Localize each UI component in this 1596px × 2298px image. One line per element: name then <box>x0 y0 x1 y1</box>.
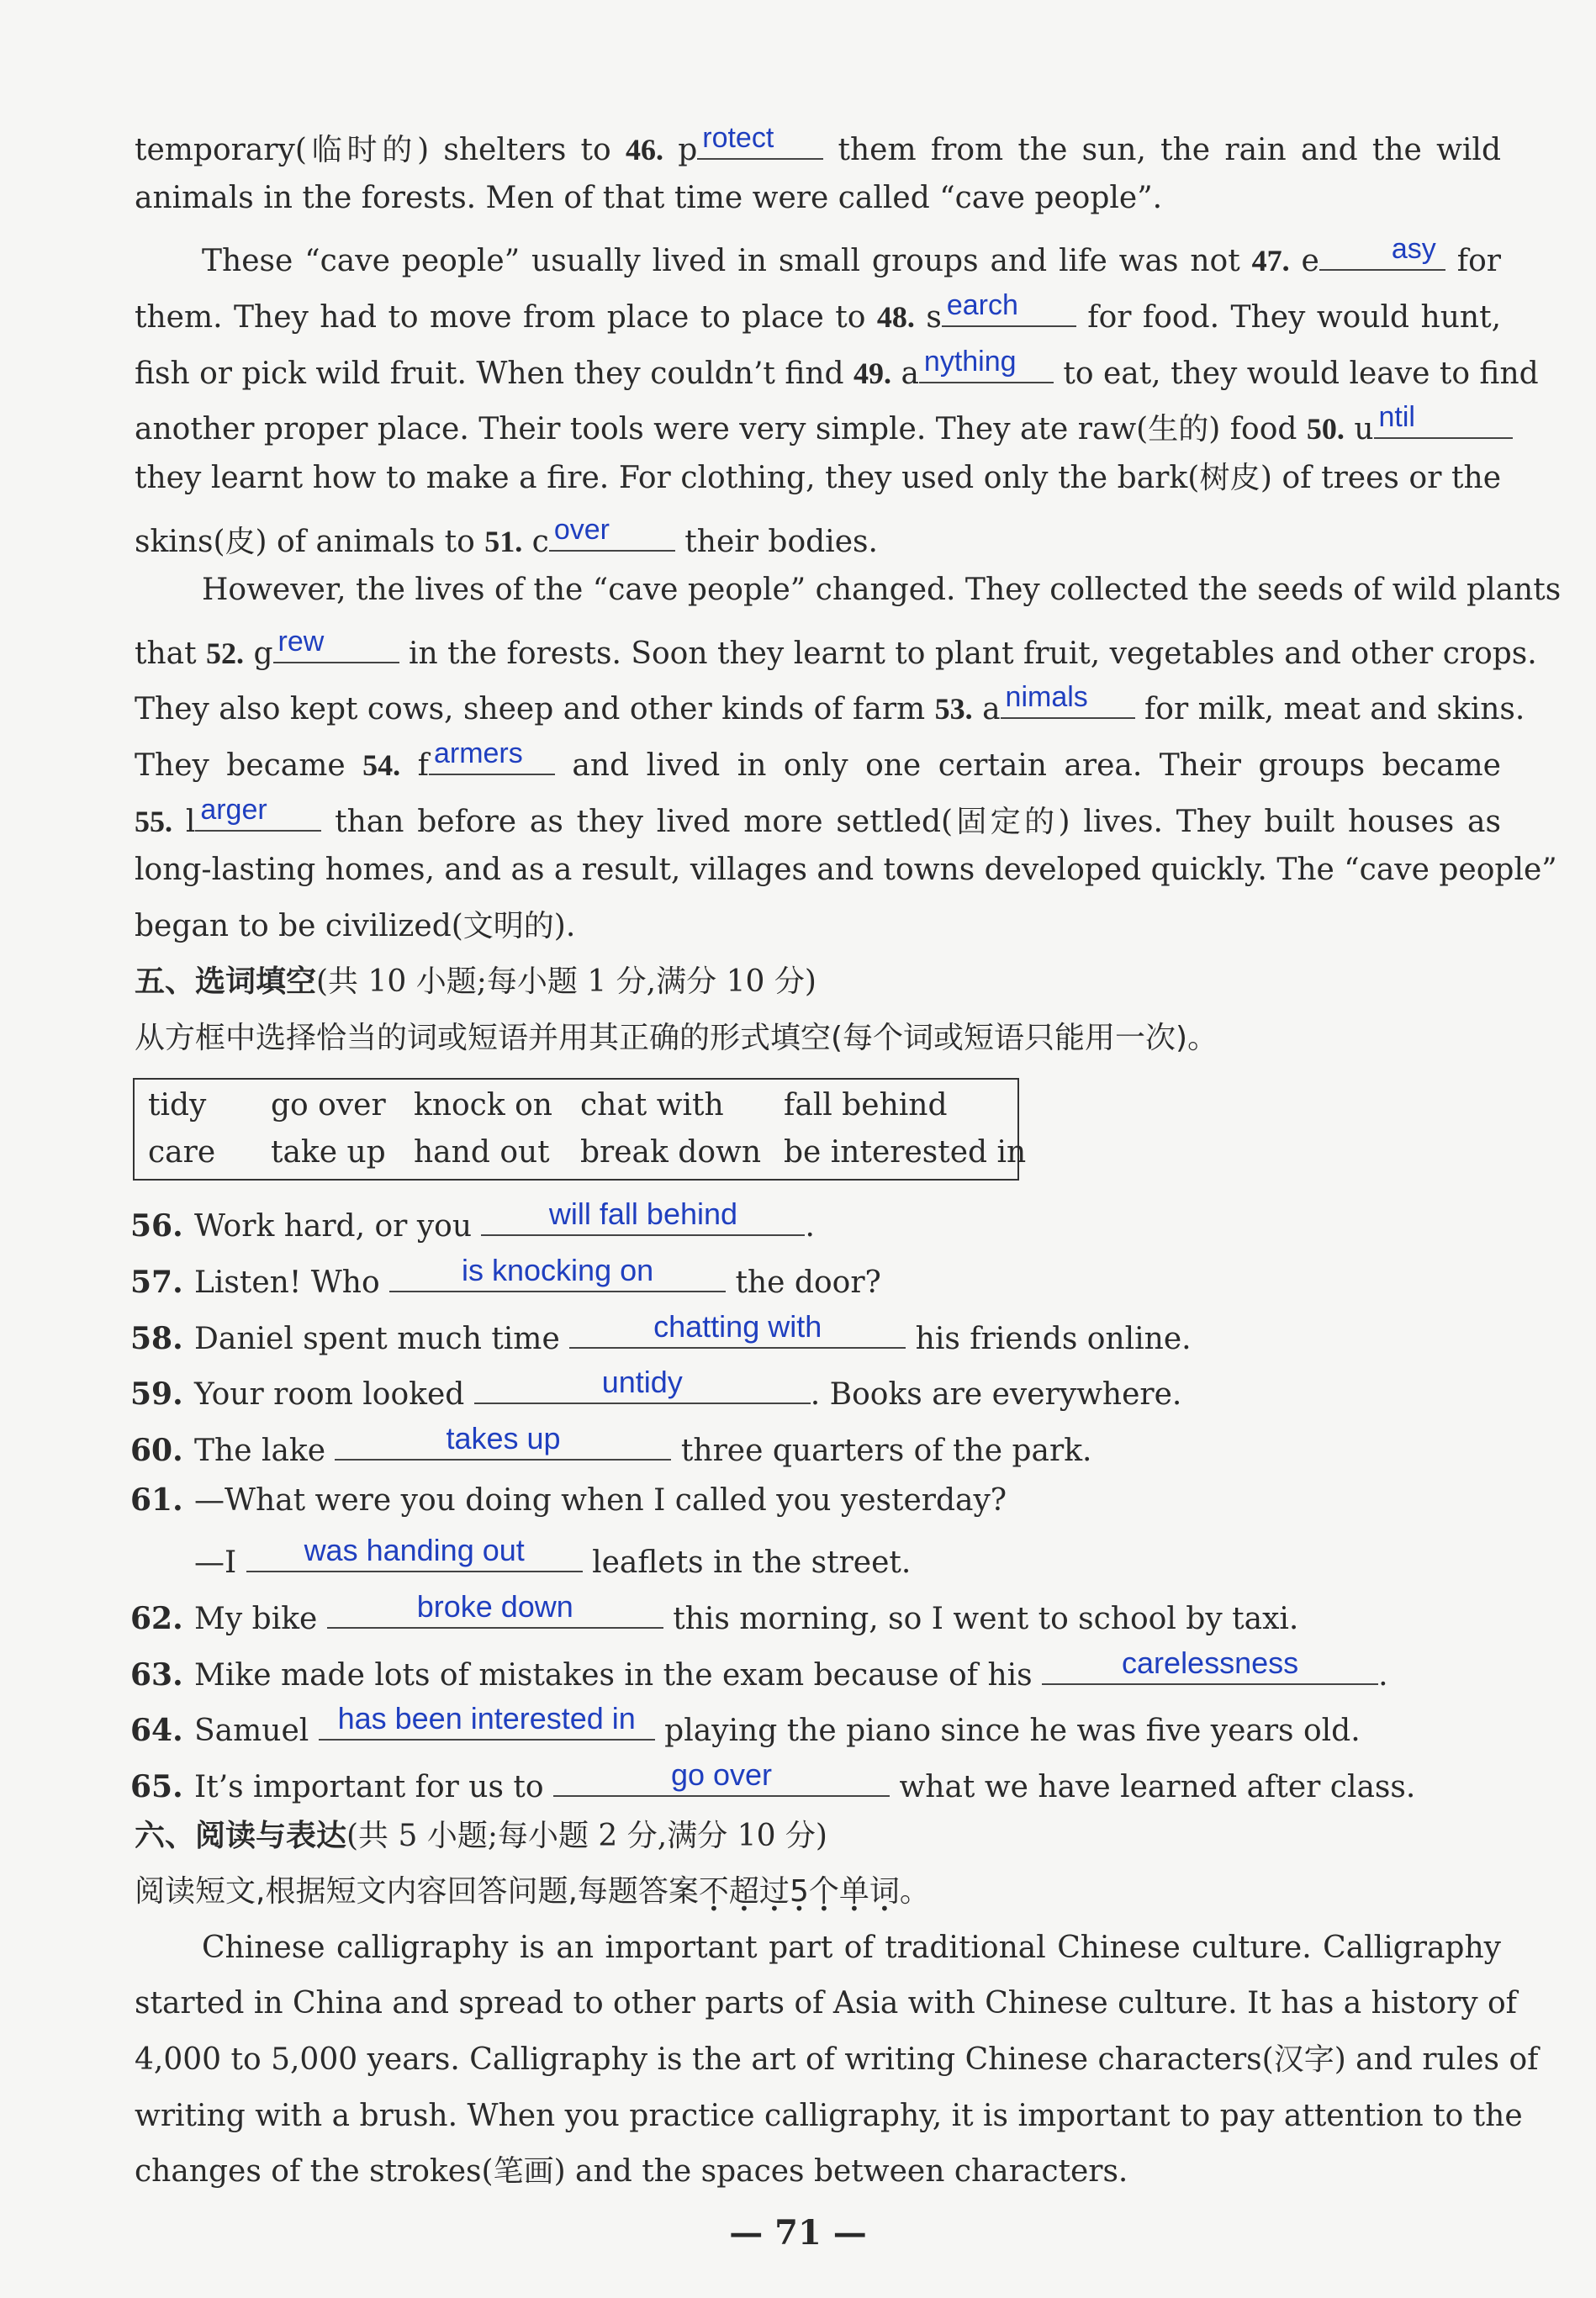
passage-line: that 52. g rew in the forests. Soon they learnt to plant fruit, vegetables and other crops. <box>135 626 1537 671</box>
answer-blank[interactable]: has been interested in <box>319 1705 655 1741</box>
answer-blank[interactable]: nimals <box>1001 684 1135 719</box>
word-box-item: fall behind <box>784 1088 948 1123</box>
answer-blank[interactable]: earch <box>942 292 1076 327</box>
answer-blank[interactable]: go over <box>553 1762 890 1797</box>
passage-line: 55. l arger than before as they lived more settled(固定的) lives. They built houses as <box>135 794 1501 839</box>
passage-line: long-lasting homes, and as a result, villages and towns developed quickly. The “cave people” <box>135 853 1557 887</box>
word-box-item: chat with <box>580 1088 724 1123</box>
passage-line: them. They had to move from place to place to 48. s earch for food. They would hunt, <box>135 289 1502 335</box>
answer-blank[interactable]: nything <box>919 348 1054 383</box>
word-box-item: tidy <box>148 1088 207 1123</box>
passage-line: began to be civilized(文明的). <box>135 909 576 943</box>
passage-line: However, the lives of the “cave people” changed. They collected the seeds of wild plants <box>202 573 1562 607</box>
emphasis-char: 过 <box>758 1874 790 1909</box>
answer-blank[interactable]: asy <box>1319 235 1445 271</box>
question-58: 58. Daniel spent much time chatting with his friends online. <box>130 1309 1192 1356</box>
answer-blank[interactable]: carelessness <box>1042 1650 1378 1685</box>
passage-line: fish or pick wild fruit. When they couldn’t find 49. a nything to eat, they would leave to find <box>135 346 1539 391</box>
word-box-item: break down <box>580 1135 761 1170</box>
question-56: 56. Work hard, or you will fall behind . <box>130 1197 815 1244</box>
emphasis-char: 个 <box>808 1874 839 1909</box>
reading-line: changes of the strokes(笔画) and the spaces between characters. <box>135 2154 1128 2189</box>
word-box-item: knock on <box>414 1088 552 1123</box>
question-62: 62. My bike broke down this morning, so I went to school by taxi. <box>130 1589 1299 1636</box>
question-63: 63. Mike made lots of mistakes in the exam because of his carelessness . <box>130 1646 1388 1693</box>
answer-blank[interactable]: rew <box>273 628 399 663</box>
word-box-item: care <box>148 1135 216 1170</box>
passage-line: temporary(临时的) shelters to 46. p rotect them from the sun, the rain and the wild <box>135 122 1501 167</box>
question-61: 61. —What were you doing when I called you yesterday? <box>130 1482 1007 1518</box>
emphasis-char: 不 <box>698 1874 729 1909</box>
answer-blank[interactable]: arger <box>195 796 321 832</box>
answer-blank[interactable]: is knocking on <box>389 1257 726 1292</box>
passage-line: they learnt how to make a fire. For clothing, they used only the bark(树皮) of trees or the <box>135 461 1501 495</box>
passage-line: They became 54. f armers and lived in only one certain area. Their groups became <box>135 737 1501 783</box>
emphasis-char: 词 <box>869 1874 900 1909</box>
emphasis-char: 超 <box>728 1874 759 1909</box>
word-box-item: go over <box>271 1088 386 1123</box>
word-box-item: take up <box>271 1135 386 1170</box>
answer-blank[interactable]: takes up <box>335 1425 671 1461</box>
passage-line: another proper place. Their tools were very simple. They ate raw(生的) food 50. u ntil <box>135 404 1501 448</box>
answer-blank[interactable]: over <box>549 516 675 552</box>
question-61-reply: —I was handing out leaflets in the street. <box>194 1533 912 1580</box>
passage-line: These “cave people” usually lived in small groups and life was not 47. e asy for <box>202 233 1501 278</box>
reading-line: writing with a brush. When you practice calligraphy, it is important to pay attention to the <box>135 2099 1523 2133</box>
question-64: 64. Samuel has been interested in playing the piano since he was five years old. <box>130 1701 1361 1748</box>
answer-blank[interactable]: rotect <box>697 124 823 160</box>
answer-blank[interactable]: broke down <box>327 1593 663 1629</box>
emphasis-char: 单 <box>838 1874 869 1909</box>
answer-blank[interactable]: chatting with <box>569 1313 906 1349</box>
question-65: 65. It’s important for us to go over what we have learned after class. <box>130 1757 1416 1804</box>
answer-blank[interactable]: was handing out <box>246 1537 583 1572</box>
emphasis-char: 5 • <box>790 1874 809 1909</box>
question-57: 57. Listen! Who is knocking on the door? <box>130 1253 881 1300</box>
passage-line: They also kept cows, sheep and other kinds of farm 53. a nimals for milk, meat and skins. <box>135 681 1525 726</box>
section-heading: 六、阅读与表达(共 5 小题;每小题 2 分,满分 10 分) <box>135 1819 827 1853</box>
emphasis-dots <box>699 1874 900 1909</box>
answer-blank[interactable]: armers <box>429 740 555 775</box>
word-box-item: be interested in <box>784 1135 1027 1170</box>
section-instruction: 从方框中选择恰当的词或短语并用其正确的形式填空(每个词或短语只能用一次)。 <box>135 1021 1218 1055</box>
page-number: — 71 — <box>729 2213 867 2253</box>
reading-line: Chinese calligraphy is an important part of traditional Chinese culture. Calligraphy <box>202 1931 1501 1965</box>
reading-line: 4,000 to 5,000 years. Calligraphy is the art of writing Chinese characters(汉字) and rules of <box>135 2042 1539 2077</box>
answer-blank[interactable]: will fall behind <box>481 1201 805 1236</box>
word-box-item: hand out <box>414 1135 550 1170</box>
answer-blank[interactable]: untidy <box>474 1369 811 1404</box>
passage-line: skins(皮) of animals to 51. c over their bodies. <box>135 514 878 559</box>
answer-blank[interactable]: ntil <box>1374 404 1513 439</box>
section-heading: 五、选词填空(共 10 小题;每小题 1 分,满分 10 分) <box>135 964 816 999</box>
reading-line: started in China and spread to other parts of Asia with Chinese culture. It has a history of <box>135 1986 1517 2021</box>
question-60: 60. The lake takes up three quarters of the park. <box>130 1421 1092 1468</box>
question-59: 59. Your room looked untidy . Books are everywhere. <box>130 1365 1182 1412</box>
section-instruction: 阅读短文,根据短文内容回答问题,每题答案不超过5 •个单词。 <box>135 1873 930 1910</box>
passage-line: animals in the forests. Men of that time were called “cave people”. <box>135 181 1163 215</box>
word-box <box>133 1078 1027 1181</box>
